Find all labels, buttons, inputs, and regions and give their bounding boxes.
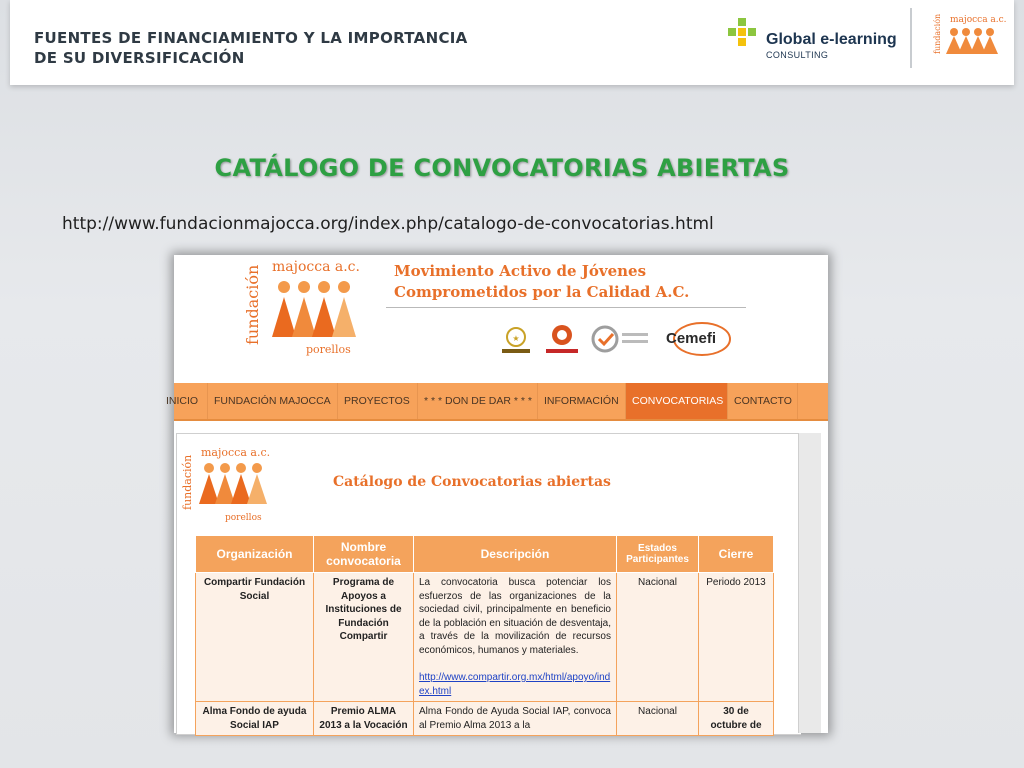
cell-desc: La convocatoria busca potenciar los esfuerzos de las organizaciones de la sociedad civil, principalmente en beneficio de la población en situación de desventaja, a través de la movilización de recursos económicos, humanos y materiales. http://www.compartir.org.mx/html/apoyo/index.html	[414, 573, 617, 702]
site-nav	[166, 383, 828, 421]
slide-title	[34, 28, 554, 68]
convocatoria-link[interactable]: http://www.compartir.org.mx/html/apoyo/index.html	[419, 672, 611, 697]
cell-estados: Nacional	[617, 702, 699, 736]
nav-item-contacto[interactable]: CONTACTO	[728, 383, 798, 419]
slide-title-line2: DE SU DIVERSIFICACIÓN	[34, 49, 245, 67]
convocatorias-table	[195, 535, 774, 736]
website-screenshot	[166, 255, 828, 733]
cell-name: Programa de Apoyos a Instituciones de Fundación Compartir	[314, 573, 414, 702]
nav-item-proyectos[interactable]: PROYECTOS	[338, 383, 418, 419]
nav-item-informacion[interactable]: INFORMACIÓN	[538, 383, 626, 419]
sponsor-logo-2	[544, 321, 580, 361]
cell-name: Premio ALMA 2013 a la Vocación	[314, 702, 414, 736]
doc-logo	[181, 444, 273, 524]
cell-cierre: Periodo 2013	[699, 573, 774, 702]
site-logo-fundacion: fundación	[243, 264, 262, 345]
svg-text:majocca a.c.: majocca a.c.	[950, 15, 1007, 25]
svg-text:majocca a.c.: majocca a.c.	[201, 446, 271, 459]
nav-item-convocatorias[interactable]: CONVOCATORIAS	[626, 383, 728, 419]
cell-estados: Nacional	[617, 573, 699, 702]
header-divider	[910, 8, 912, 68]
sponsor-logos	[496, 319, 736, 359]
cell-org: Alma Fondo de ayuda Social IAP	[196, 702, 314, 736]
page-heading: CATÁLOGO DE CONVOCATORIAS ABIERTAS	[214, 154, 790, 182]
table-header-row	[196, 536, 774, 573]
sponsor-logo-cemefi	[662, 319, 732, 363]
svg-text:★: ★	[512, 334, 520, 343]
brand-sub: CONSULTING	[766, 50, 829, 60]
nav-item-don-de-dar[interactable]: * * * DON DE DAR * * *	[418, 383, 538, 419]
sponsor-logo-1	[498, 321, 534, 361]
cell-desc: Alma Fondo de Ayuda Social IAP, convoca al Premio Alma 2013 a la	[414, 702, 617, 736]
slide-header	[10, 0, 1014, 85]
sponsor-logo-3	[590, 323, 650, 359]
puzzle-icon	[728, 18, 758, 48]
table-row	[196, 702, 774, 736]
cemefi-label: Cemefi	[666, 330, 717, 347]
document-scrollbar[interactable]	[798, 433, 821, 733]
svg-text:fundación: fundación	[181, 454, 194, 510]
fundacion-majocca-logo	[933, 10, 1007, 64]
cell-org: Compartir Fundación Social	[196, 573, 314, 702]
col-header-descripcion: Descripción	[414, 536, 617, 573]
col-header-cierre: Cierre	[699, 536, 774, 573]
slide-title-line1: FUENTES DE FINANCIAMIENTO Y LA IMPORTANCIA	[34, 29, 468, 47]
catalog-document	[176, 433, 801, 735]
catalog-url[interactable]: http://www.fundacionmajocca.org/index.php/catalogo-de-convocatorias.html	[62, 214, 714, 234]
global-elearning-logo	[726, 14, 902, 66]
brand-name: Global e-learning	[766, 31, 897, 48]
col-header-organizacion: Organización	[196, 536, 314, 573]
doc-title: Catálogo de Convocatorias abiertas	[333, 474, 611, 490]
site-logo	[244, 257, 374, 357]
svg-text:porellos: porellos	[225, 513, 262, 523]
nav-item-inicio[interactable]: INICIO	[160, 383, 208, 419]
site-logo-majocca: majocca a.c.	[272, 259, 360, 275]
col-header-nombre: Nombre convocatoria	[314, 536, 414, 573]
site-logo-porellos: porellos	[306, 343, 351, 356]
site-heading-rule	[386, 307, 746, 308]
col-header-estados: Estados Participantes	[617, 536, 699, 573]
site-heading: Movimiento Activo de Jóvenes Comprometidos por la Calidad A.C.	[394, 262, 690, 301]
cell-cierre: 30 de octubre de	[699, 702, 774, 736]
nav-item-fundacion[interactable]: FUNDACIÓN MAJOCCA	[208, 383, 338, 419]
svg-text:fundación: fundación	[933, 13, 942, 54]
table-row	[196, 573, 774, 702]
